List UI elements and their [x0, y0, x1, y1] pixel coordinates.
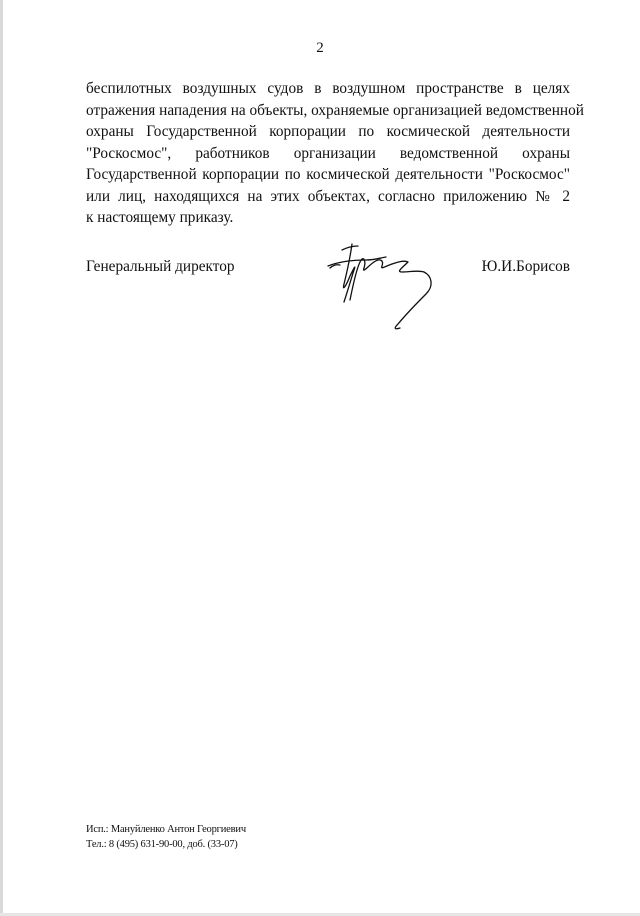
body-paragraph [86, 78, 584, 229]
body-line: охраны Государственной корпорации по космической деятельности [86, 123, 570, 140]
page-number: 2 [316, 40, 324, 56]
body-line: беспилотных воздушных судов в воздушном пространстве в целях [86, 80, 570, 97]
body-line: или лиц, находящихся на этих объектах, согласно приложению № 2 [86, 187, 570, 205]
executor-name: Исп.: Мануйленко Антон Георгиевич [86, 824, 246, 835]
body-line: "Роскосмос", работников организации ведомственной охраны [86, 144, 570, 162]
body-line: отражения нападения на объекты, охраняемые организацией ведомственной [86, 101, 584, 119]
body-line: Государственной корпорации по космической деятельности "Роскосмос" [86, 166, 570, 183]
executor-info [86, 822, 246, 852]
page-left-edge [0, 0, 3, 916]
signer-title: Генеральный директор [86, 258, 235, 275]
handwritten-signature [322, 240, 442, 335]
signer-name: Ю.И.Борисов [481, 258, 570, 275]
body-line: к настоящему приказу. [86, 209, 234, 226]
executor-phone: Тел.: 8 (495) 631-90-00, доб. (33-07) [86, 839, 238, 850]
